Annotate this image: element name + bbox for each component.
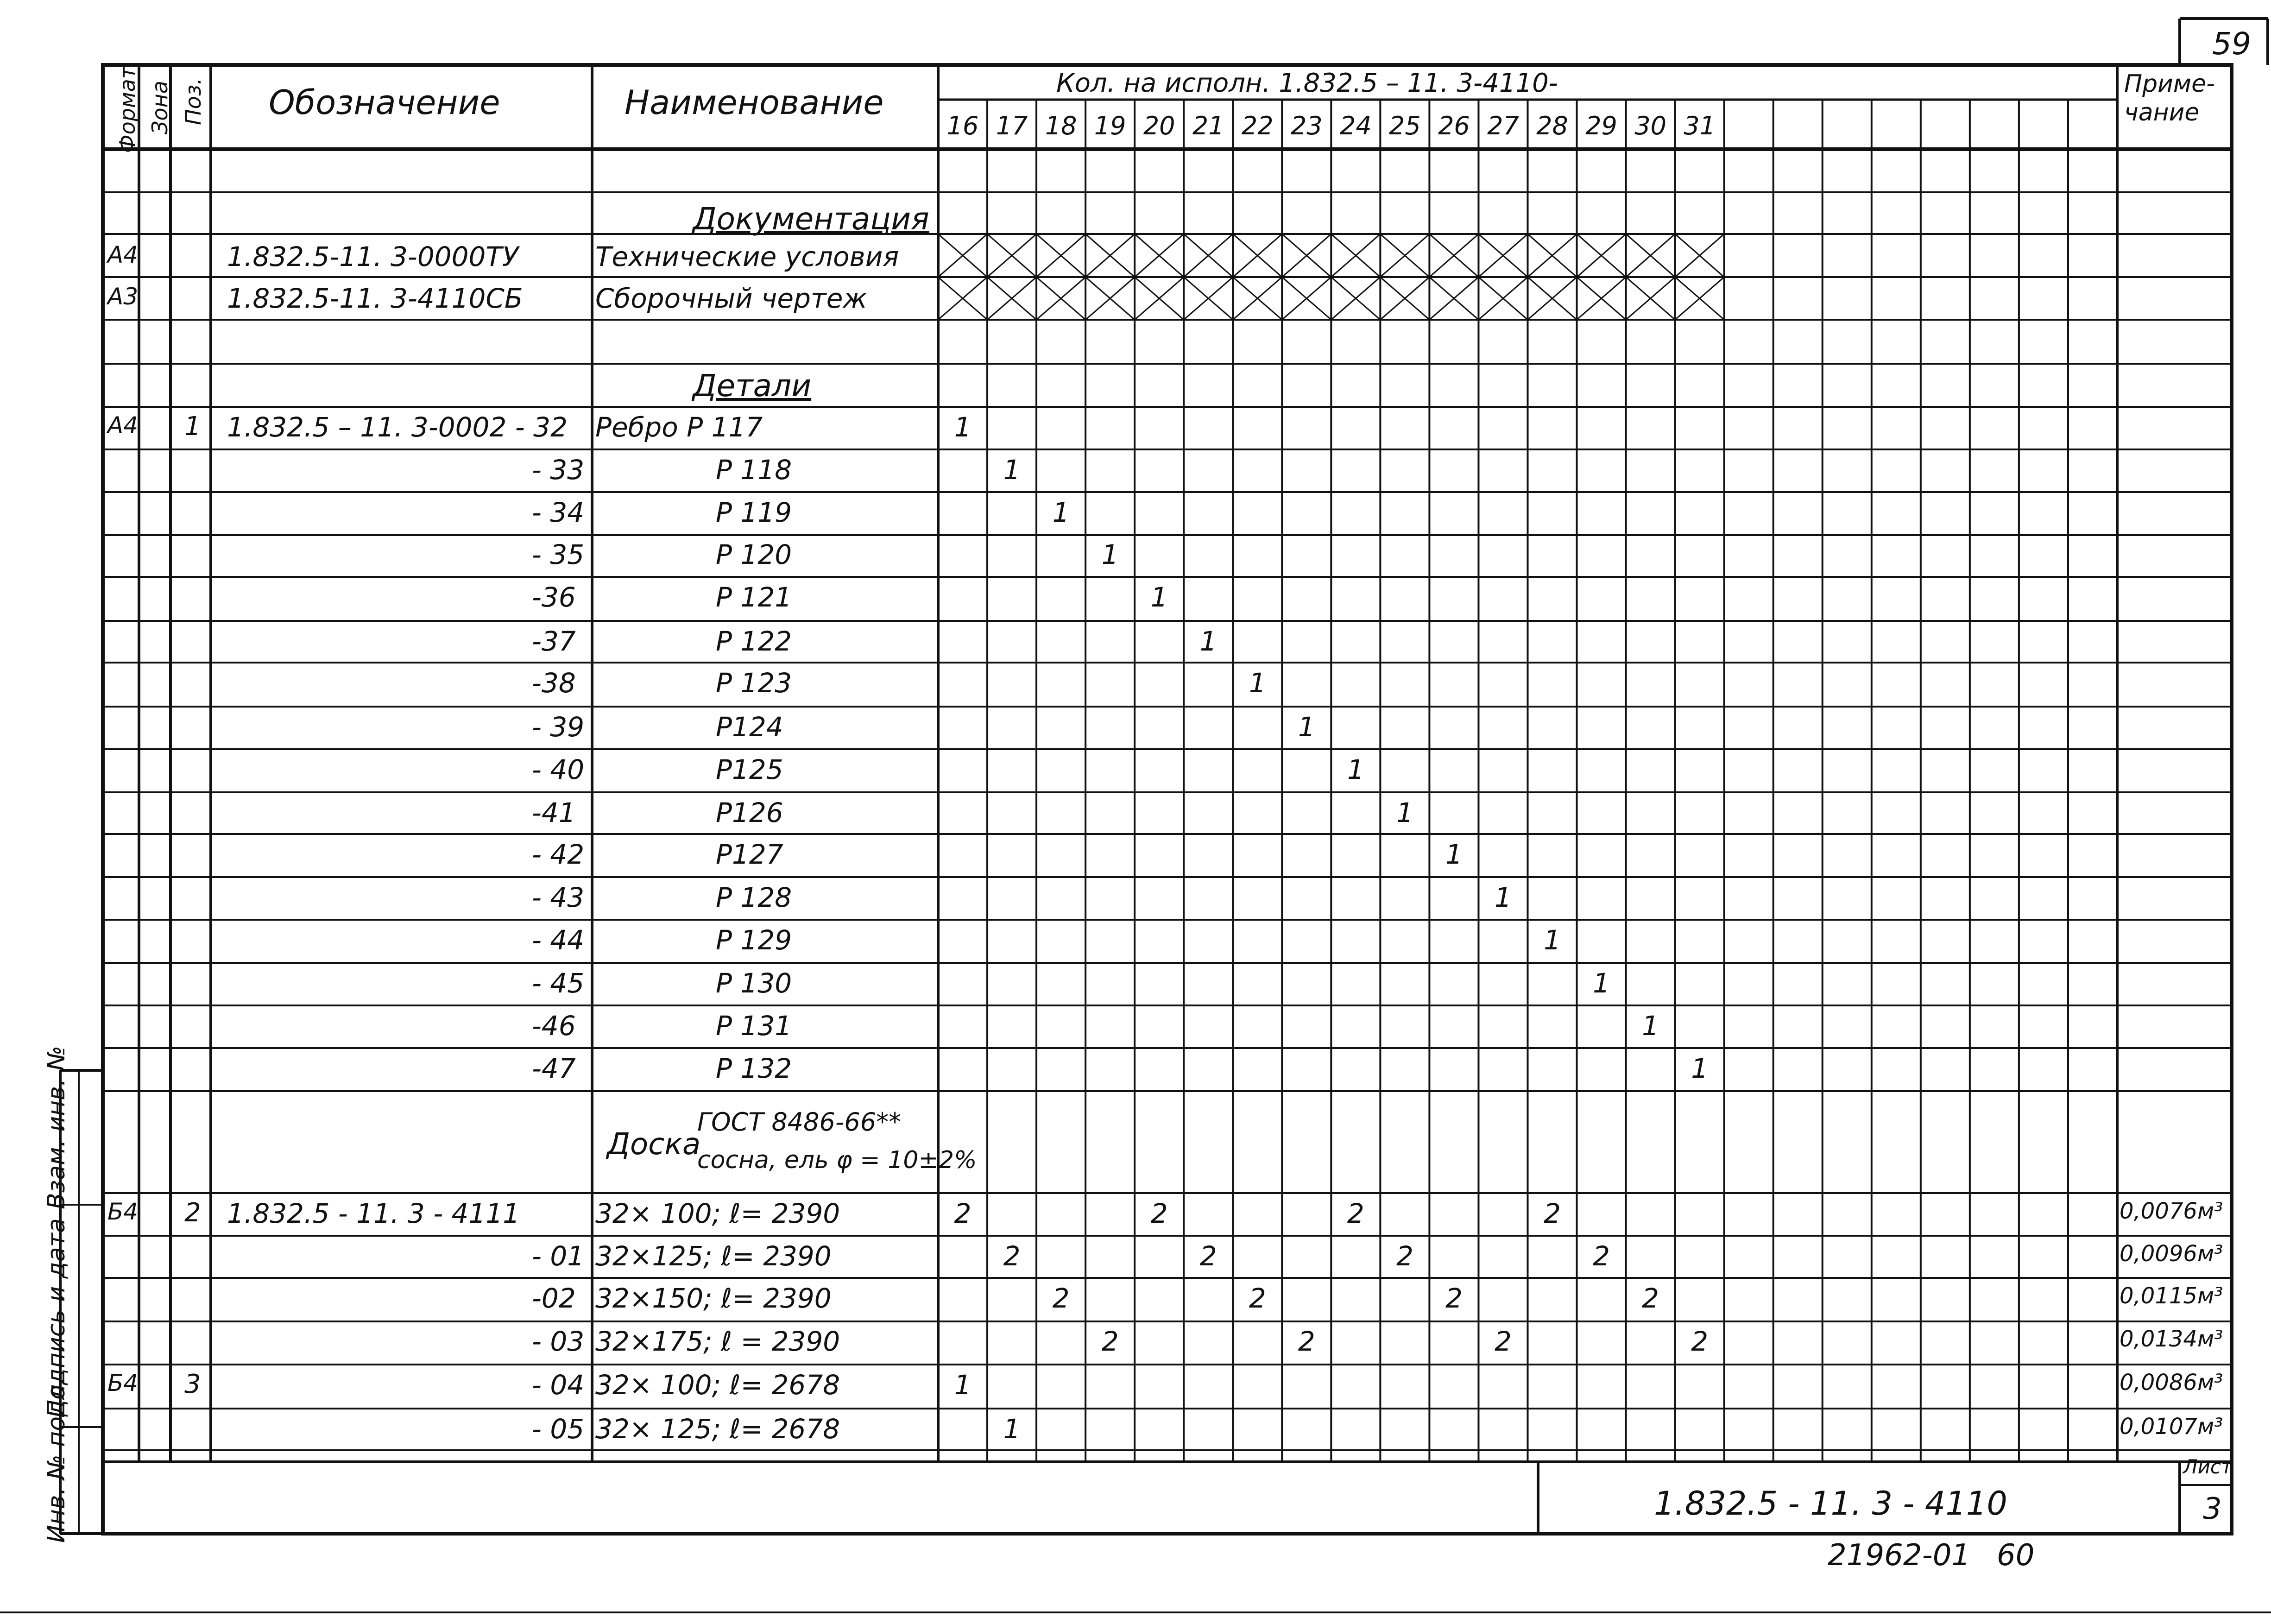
- qty-column-number: 30: [1634, 111, 1666, 140]
- title-doc-number: 1.832.5 - 11. 3 - 4110: [1654, 1485, 2007, 1523]
- row-designation: 1.832.5-11. 3-4110СБ: [227, 283, 523, 314]
- side-label-inv-podl: Инв. № подл.: [43, 1377, 70, 1543]
- row-designation: - 01: [532, 1240, 585, 1272]
- header-zone: Зона: [147, 81, 172, 134]
- row-name: Р 128: [716, 882, 792, 913]
- qty-value: 2: [1593, 1240, 1610, 1272]
- material-spec: сосна, ель φ = 10±2%: [697, 1146, 977, 1174]
- row-designation: - 42: [532, 839, 585, 870]
- row-designation: - 03: [532, 1326, 585, 1357]
- qty-column-number: 25: [1389, 111, 1421, 140]
- qty-value: 1: [1003, 454, 1021, 486]
- row-note: 0,0134м³: [2120, 1326, 2223, 1352]
- qty-value: 2: [1544, 1198, 1561, 1229]
- material-name: Доска: [607, 1127, 701, 1162]
- row-format: Б4: [107, 1370, 139, 1397]
- qty-column-number: 27: [1487, 111, 1519, 140]
- side-label-vzam-inv: Взам. инв. №: [43, 1045, 70, 1209]
- page-number-top: 59: [2212, 26, 2251, 62]
- row-name: 32× 125; ℓ= 2678: [595, 1413, 840, 1445]
- row-designation: -36: [532, 581, 576, 613]
- row-name: Сборочный чертеж: [595, 283, 867, 314]
- row-note: 0,0096м³: [2120, 1241, 2223, 1267]
- row-position: 3: [184, 1369, 201, 1399]
- row-designation: - 04: [532, 1369, 585, 1401]
- qty-value: 1: [1003, 1413, 1021, 1445]
- qty-value: 2: [1347, 1198, 1364, 1229]
- row-name: Р 130: [716, 967, 792, 999]
- row-name: 32× 100; ℓ= 2390: [595, 1198, 840, 1229]
- row-note: 0,0107м³: [2120, 1414, 2223, 1440]
- row-designation: -47: [532, 1053, 576, 1084]
- qty-value: 2: [1691, 1326, 1709, 1357]
- row-name: Р 129: [716, 924, 792, 956]
- row-designation: -46: [532, 1010, 576, 1042]
- row-designation: - 40: [532, 754, 585, 785]
- footer-archive-number: 21962-01: [1828, 1538, 1971, 1573]
- row-name: 32×150; ℓ= 2390: [595, 1283, 832, 1314]
- qty-column-number: 17: [996, 111, 1028, 140]
- qty-column-number: 18: [1045, 111, 1077, 140]
- row-name: Р 120: [716, 539, 792, 570]
- row-name: 32× 100; ℓ= 2678: [595, 1369, 840, 1401]
- qty-value: 1: [1495, 882, 1512, 913]
- section-heading: Документация: [693, 201, 929, 237]
- qty-value: 1: [1199, 626, 1217, 657]
- row-note: 0,0115м³: [2120, 1283, 2223, 1309]
- qty-value: 2: [1249, 1283, 1266, 1314]
- row-designation: - 45: [532, 967, 585, 999]
- qty-value: 1: [1396, 797, 1413, 828]
- qty-value: 2: [1298, 1326, 1315, 1357]
- row-name: 32×175; ℓ = 2390: [595, 1326, 840, 1357]
- row-format: А4: [107, 412, 139, 439]
- qty-value: 2: [1150, 1198, 1168, 1229]
- row-designation: 1.832.5-11. 3-0000ТУ: [227, 241, 519, 272]
- qty-value: 1: [1249, 667, 1266, 699]
- qty-value: 2: [1052, 1283, 1070, 1314]
- header-pos: Поз.: [181, 78, 206, 125]
- qty-column-number: 23: [1290, 111, 1323, 140]
- row-name: Технические условия: [595, 241, 899, 272]
- row-name: Р126: [716, 797, 783, 828]
- row-designation: 1.832.5 - 11. 3 - 4111: [227, 1198, 520, 1229]
- row-note: 0,0086м³: [2120, 1370, 2223, 1396]
- row-name: Р 118: [716, 454, 792, 486]
- row-designation: -41: [532, 797, 576, 828]
- qty-value: 2: [1445, 1283, 1463, 1314]
- row-format: А3: [107, 283, 139, 310]
- row-note: 0,0076м³: [2120, 1198, 2223, 1224]
- row-designation: - 33: [532, 454, 585, 486]
- title-sheet-label: Лист: [2183, 1455, 2233, 1478]
- row-name: Р127: [716, 839, 783, 870]
- qty-column-number: 29: [1585, 111, 1617, 140]
- row-designation: - 39: [532, 711, 585, 743]
- qty-column-number: 22: [1241, 111, 1274, 140]
- row-position: 2: [184, 1198, 201, 1228]
- row-name: Р125: [716, 754, 783, 785]
- row-name: Р 131: [716, 1010, 792, 1042]
- header-name: Наименование: [625, 83, 884, 122]
- row-designation: - 05: [532, 1413, 585, 1445]
- row-designation: -37: [532, 626, 576, 657]
- row-format: А4: [107, 241, 139, 268]
- header-qty-title: Кол. на исполн. 1.832.5 – 11. 3-4110-: [1056, 68, 1558, 98]
- qty-value: 1: [954, 411, 971, 443]
- row-designation: -38: [532, 667, 576, 699]
- row-name: Р 119: [716, 497, 792, 528]
- qty-value: 2: [1003, 1240, 1021, 1272]
- qty-column-number: 28: [1536, 111, 1568, 140]
- qty-value: 1: [1544, 924, 1561, 956]
- qty-value: 1: [1445, 839, 1463, 870]
- row-name: Ребро Р 117: [595, 411, 763, 443]
- header-format: Формат: [115, 66, 140, 153]
- qty-value: 2: [954, 1198, 971, 1229]
- qty-column-number: 16: [946, 111, 979, 140]
- qty-value: 1: [1101, 539, 1119, 570]
- qty-value: 1: [1593, 967, 1610, 999]
- qty-column-number: 31: [1684, 111, 1716, 140]
- qty-column-number: 19: [1094, 111, 1126, 140]
- qty-value: 1: [1642, 1010, 1659, 1042]
- row-position: 1: [184, 411, 201, 442]
- footer-page: 60: [1997, 1538, 2035, 1573]
- qty-column-number: 21: [1192, 111, 1224, 140]
- row-name: Р 121: [716, 581, 792, 613]
- qty-column-number: 26: [1438, 111, 1470, 140]
- row-designation: 1.832.5 – 11. 3-0002 - 32: [227, 411, 568, 443]
- header-designation: Обозначение: [269, 83, 500, 122]
- side-label-podp-data: Подпись и дата: [43, 1218, 70, 1418]
- qty-column-number: 24: [1339, 111, 1372, 140]
- qty-value: 1: [1691, 1053, 1709, 1084]
- title-sheet-number: 3: [2203, 1492, 2222, 1526]
- row-designation: - 44: [532, 924, 585, 956]
- row-name: Р 122: [716, 626, 792, 657]
- qty-column-number: 20: [1143, 111, 1175, 140]
- row-designation: - 43: [532, 882, 585, 913]
- row-designation: - 35: [532, 539, 585, 570]
- qty-value: 1: [954, 1369, 971, 1401]
- section-heading: Детали: [693, 368, 812, 404]
- qty-value: 2: [1396, 1240, 1413, 1272]
- row-designation: - 34: [532, 497, 585, 528]
- row-format: Б4: [107, 1198, 139, 1225]
- qty-value: 2: [1642, 1283, 1659, 1314]
- qty-value: 1: [1052, 497, 1070, 528]
- qty-value: 2: [1101, 1326, 1119, 1357]
- row-name: Р 132: [716, 1053, 792, 1084]
- row-designation: -02: [532, 1283, 576, 1314]
- qty-value: 1: [1150, 581, 1168, 613]
- row-name: 32×125; ℓ= 2390: [595, 1240, 832, 1272]
- row-name: Р124: [716, 711, 783, 743]
- row-name: Р 123: [716, 667, 792, 699]
- qty-value: 1: [1298, 711, 1315, 743]
- material-standard: ГОСТ 8486-66**: [697, 1107, 902, 1137]
- qty-value: 2: [1495, 1326, 1512, 1357]
- header-note: Приме- чание: [2124, 70, 2215, 127]
- qty-value: 1: [1347, 754, 1364, 785]
- qty-value: 2: [1199, 1240, 1217, 1272]
